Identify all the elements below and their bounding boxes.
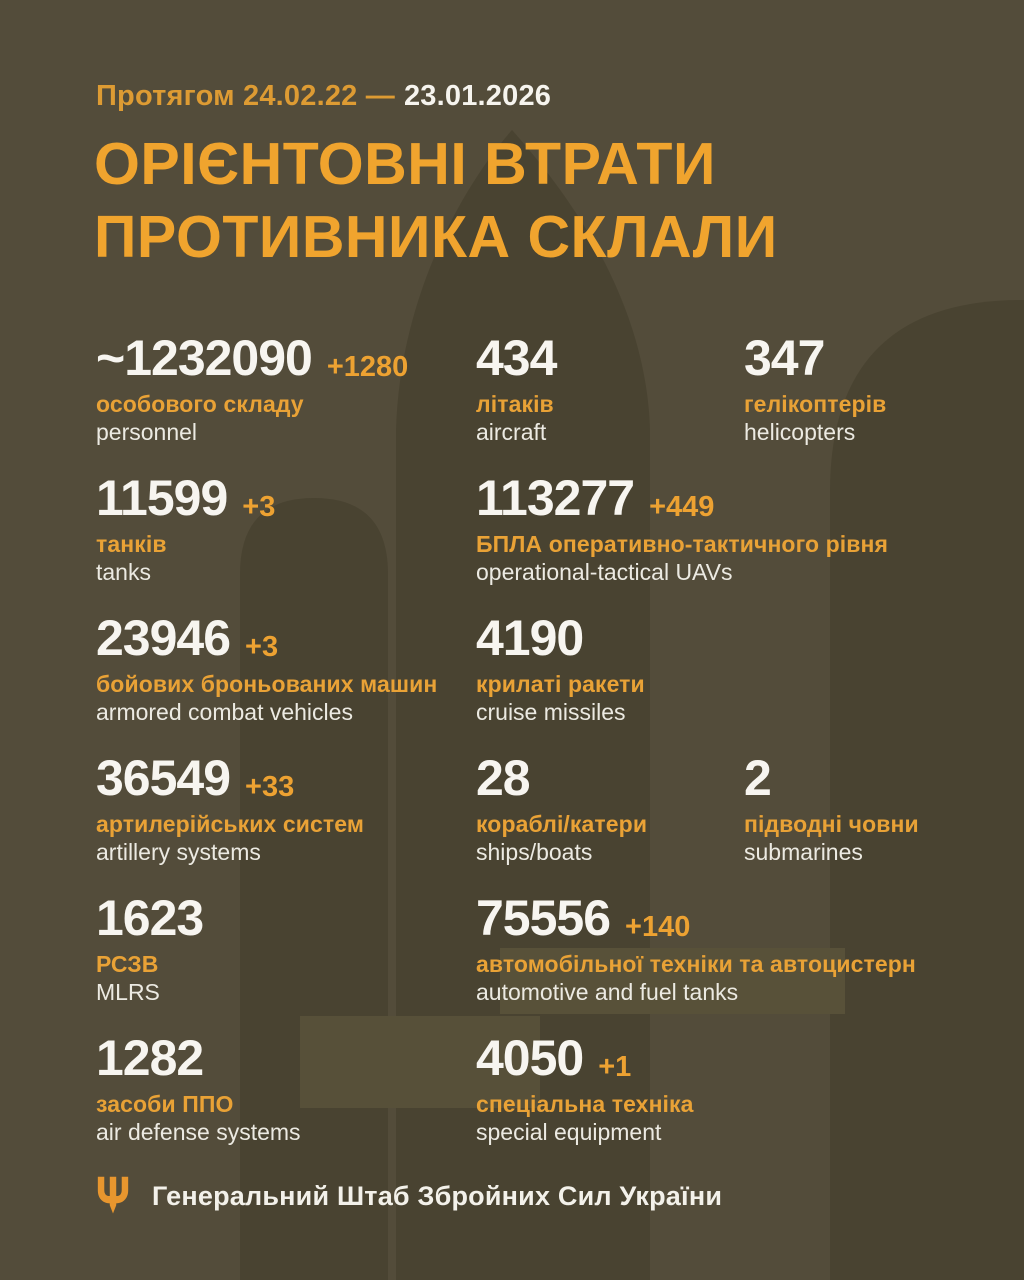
stat-air-defense [96,1030,476,1173]
stat-value: 11599 [96,470,228,526]
stat-special-equipment [476,1030,1024,1173]
title-line-2: ПРОТИВНИКА СКЛАЛИ [94,204,778,270]
stat-aircraft [476,330,744,473]
stat-label-en: operational-tactical UAVs [476,559,733,585]
stat-label-uk: підводні човни [744,811,919,837]
stat-value: 4190 [476,610,584,666]
stat-submarines [744,750,1024,893]
stat-delta: +1280 [326,351,409,383]
stat-label-uk: засоби ППО [96,1091,234,1117]
stat-label-en: cruise missiles [476,699,626,725]
stat-value: 113277 [476,470,635,526]
stat-label-en: personnel [96,419,198,445]
stat-mlrs [96,890,476,1033]
stat-label-en: armored combat vehicles [96,699,353,725]
stat-delta: +3 [242,491,276,523]
stat-label-uk: особового складу [96,391,304,417]
period-prefix: Протягом 24.02.22 — [96,80,395,112]
trident-icon [96,1175,130,1217]
page-title [94,128,778,274]
stat-value: ~1232090 [96,330,312,386]
stat-label-uk: літаків [476,391,554,417]
stat-label-uk: бойових броньованих машин [96,671,438,697]
stat-value: 1623 [96,890,204,946]
stat-delta: +140 [625,911,691,943]
stat-uavs [476,470,1024,613]
stat-value: 2 [744,750,771,806]
report-period [96,80,551,113]
stat-label-en: air defense systems [96,1119,301,1145]
stat-label-uk: РСЗВ [96,951,159,977]
stat-delta: +449 [649,491,715,523]
stat-label-uk: автомобільної техніки та автоцистерн [476,951,916,977]
stat-value: 434 [476,330,557,386]
stat-label-uk: БПЛА оперативно-тактичного рівня [476,531,888,557]
stat-label-en: helicopters [744,419,856,445]
stat-value: 1282 [96,1030,204,1086]
stat-label-uk: гелікоптерів [744,391,887,417]
footer [96,1175,722,1217]
stat-vehicles-fuel-tanks [476,890,1024,1033]
stats-grid [96,330,1024,1173]
stat-personnel [96,330,476,473]
stat-label-en: aircraft [476,419,547,445]
stat-value: 347 [744,330,825,386]
stat-label-uk: спеціальна техніка [476,1091,694,1117]
stat-delta: +1 [598,1051,632,1083]
organization-name: Генеральний Штаб Збройних Сил України [152,1180,723,1211]
stat-label-uk: крилаті ракети [476,671,645,697]
stat-value: 4050 [476,1030,584,1086]
stat-tanks [96,470,476,613]
stat-label-uk: танків [96,531,167,557]
stat-label-en: automotive and fuel tanks [476,979,739,1005]
stat-delta: +3 [245,631,279,663]
stat-delta: +33 [245,771,295,803]
stat-label-en: submarines [744,839,863,865]
stat-label-uk: артилерійських систем [96,811,364,837]
stat-value: 75556 [476,890,611,946]
period-end-date: 23.01.2026 [403,80,552,112]
stat-value: 28 [476,750,530,806]
stat-label-uk: кораблі/катери [476,811,648,837]
stat-label-en: special equipment [476,1119,662,1145]
stat-label-en: tanks [96,559,151,585]
title-line-1: ОРІЄНТОВНІ ВТРАТИ [94,131,716,197]
stat-value: 23946 [96,610,231,666]
stat-ships-boats [476,750,744,893]
stat-value: 36549 [96,750,231,806]
stat-armored-vehicles [96,610,476,753]
stat-label-en: MLRS [96,979,160,1005]
stat-artillery [96,750,476,893]
stat-helicopters [744,330,1024,473]
stat-label-en: artillery systems [96,839,261,865]
stat-cruise-missiles [476,610,1024,753]
stat-label-en: ships/boats [476,839,593,865]
